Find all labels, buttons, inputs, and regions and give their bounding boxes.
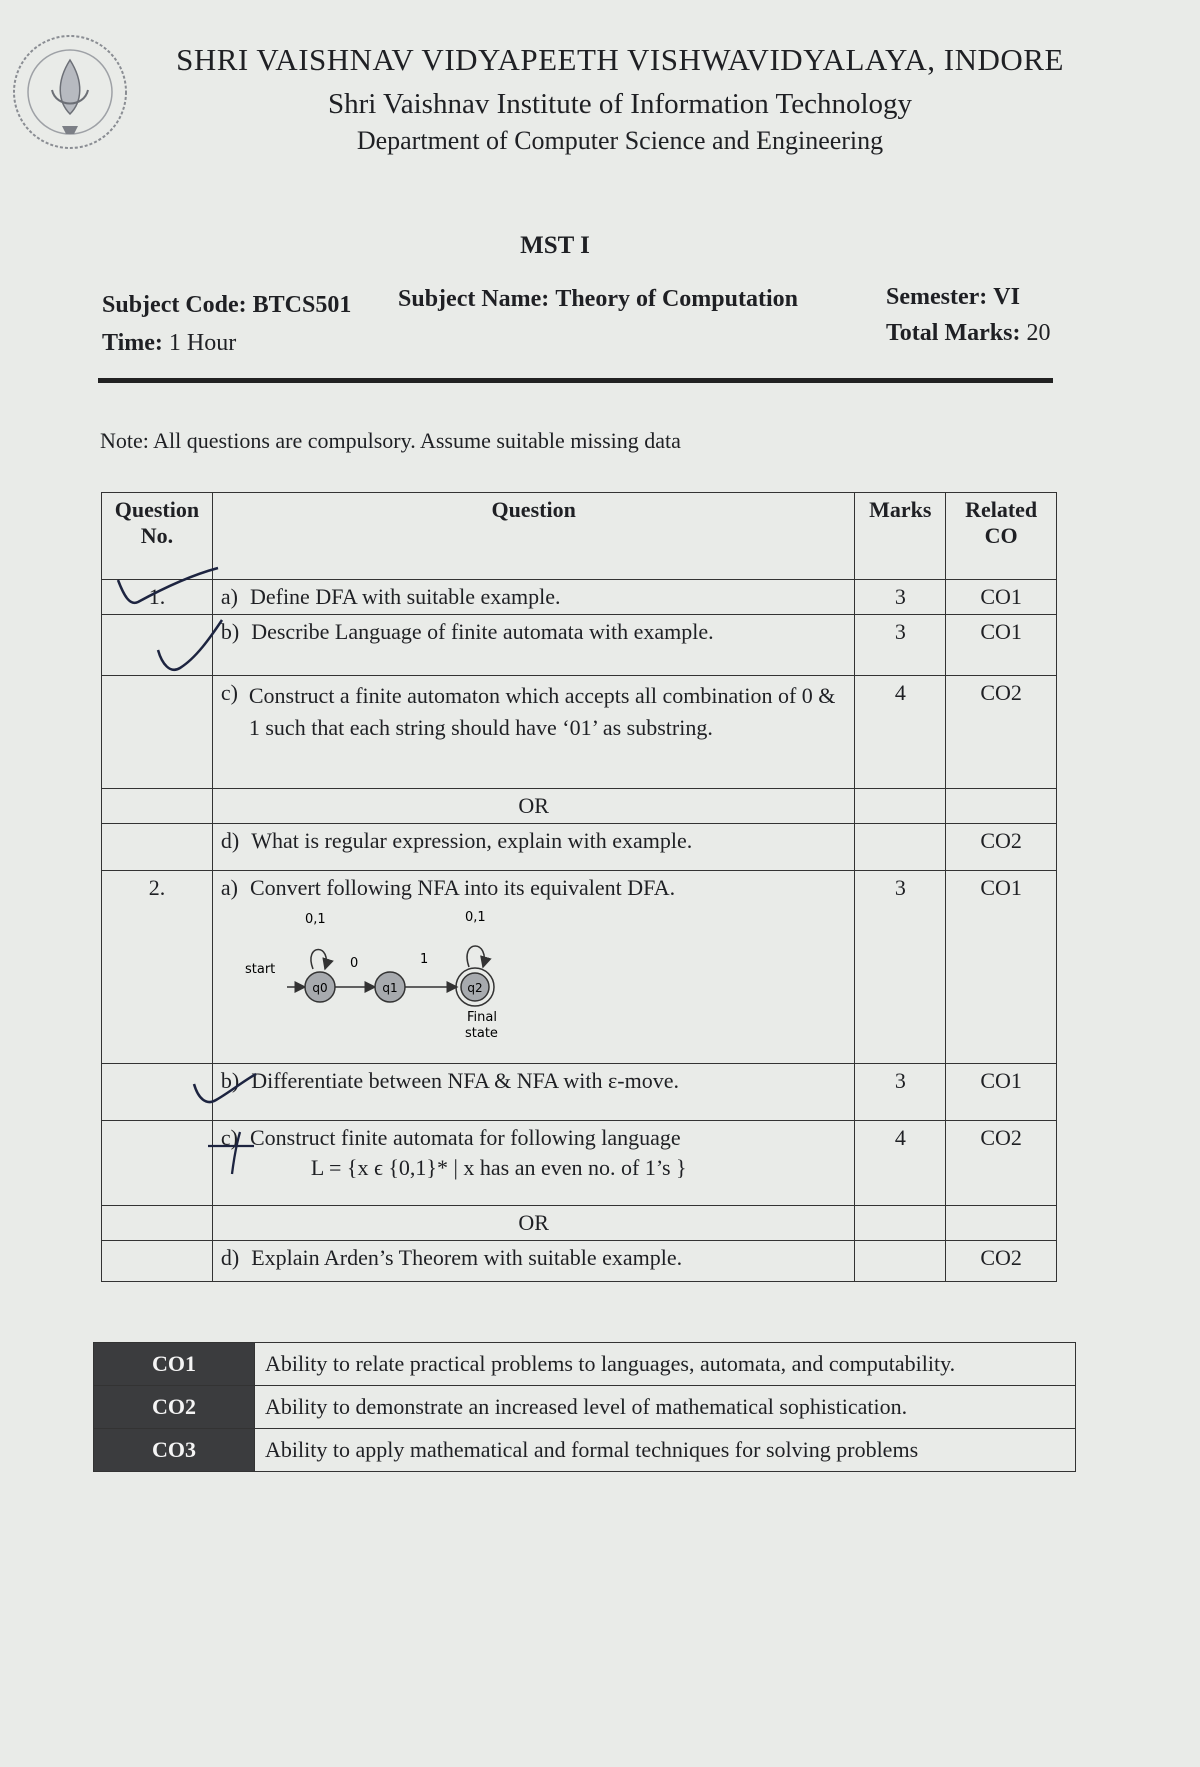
co-cell: CO2 (946, 1241, 1057, 1282)
table-row (94, 1386, 1076, 1429)
question-number: 1. (102, 580, 213, 615)
question-number: 2. (102, 871, 213, 1064)
marks-cell: 4 (855, 676, 946, 789)
table-row (94, 1429, 1076, 1472)
co-description: Ability to apply mathematical and formal techniques for solving problems (255, 1429, 1076, 1472)
nfa-loop-q2-label: 0,1 (464, 910, 486, 925)
marks-cell: 4 (855, 1121, 946, 1206)
table-row (102, 1241, 1057, 1282)
nfa-q2-self-loop (467, 946, 484, 967)
sub-label: d) (220, 828, 240, 853)
sub-label: b) (220, 1068, 240, 1093)
table-row (102, 1206, 1057, 1241)
sub-label: a) (220, 584, 238, 609)
question-number-empty (102, 1121, 213, 1206)
sub-label: b) (220, 619, 240, 644)
question-cell (212, 615, 855, 676)
nfa-final-label-1: Final (466, 1010, 497, 1025)
question-text: Describe Language of finite automata with example. (251, 619, 714, 644)
question-number-empty (102, 676, 213, 789)
co-cell: CO1 (946, 871, 1057, 1064)
col-marks: Marks (855, 493, 946, 580)
marks-cell: 3 (855, 1064, 946, 1121)
semester-label: Semester: (886, 284, 988, 310)
question-cell (212, 676, 855, 789)
question-cell (212, 1064, 855, 1121)
subject-name-value: Theory of Computation (555, 286, 798, 312)
table-row (102, 676, 1057, 789)
co-code: CO3 (94, 1429, 255, 1472)
question-number-empty (102, 824, 213, 871)
nfa-diagram (233, 901, 498, 1041)
question-text: Explain Arden’s Theorem with suitable example. (251, 1245, 683, 1270)
nfa-loop-q0-label: 0,1 (304, 912, 326, 927)
question-cell (212, 1121, 855, 1206)
table-row (102, 580, 1057, 615)
time-value: 1 Hour (168, 330, 237, 356)
col-question: Question (212, 493, 855, 580)
semester (886, 284, 1020, 311)
co-cell: CO2 (946, 1121, 1057, 1206)
total-marks (886, 320, 1050, 347)
question-text: Define DFA with suitable example. (249, 584, 561, 609)
nfa-start-label: start (244, 962, 276, 977)
table-row (102, 789, 1057, 824)
question-number-empty (102, 1206, 213, 1241)
subject-code-label: Subject Code: (102, 292, 247, 318)
co-cell: CO1 (946, 580, 1057, 615)
question-text: Convert following NFA into its equivalent DFA. (249, 875, 676, 900)
semester-value: VI (993, 284, 1020, 310)
subject-name-label: Subject Name: (398, 286, 550, 312)
marks-cell-empty (855, 1206, 946, 1241)
sub-label: c) (220, 680, 238, 705)
sub-label: d) (220, 1245, 240, 1270)
question-text: What is regular expression, explain with example. (251, 828, 693, 853)
co-code: CO2 (94, 1386, 255, 1429)
co-cell: CO2 (946, 676, 1057, 789)
marks-cell (855, 824, 946, 871)
marks-cell-empty (855, 789, 946, 824)
department-name: Department of Computer Science and Engineering (356, 126, 884, 155)
co-cell: CO1 (946, 1064, 1057, 1121)
table-header-row (102, 493, 1057, 580)
co-code: CO1 (94, 1343, 255, 1386)
marks-cell: 3 (855, 580, 946, 615)
exam-title: MST I (520, 232, 590, 259)
col-related-co: Related CO (946, 493, 1057, 580)
question-cell (212, 1241, 855, 1282)
co-description: Ability to relate practical problems to languages, automata, and computability. (255, 1343, 1076, 1386)
question-cell (212, 580, 855, 615)
exam-note: Note: All questions are compulsory. Assume suitable missing data (100, 428, 681, 453)
question-text: Construct finite automata for following language (249, 1125, 681, 1150)
sub-label: a) (220, 875, 238, 900)
handwritten-check-mark-icon (190, 1072, 260, 1112)
language-definition: L = {x ϵ {0,1}* | x has an even no. of 1’s } (310, 1155, 687, 1180)
nfa-state-q2-label: q2 (467, 981, 483, 995)
nfa-final-label-2: state (464, 1026, 498, 1041)
marks-cell: 3 (855, 871, 946, 1064)
handwritten-strike-mark-icon (206, 1128, 256, 1178)
course-outcomes-table (93, 1342, 1076, 1472)
marks-cell (855, 1241, 946, 1282)
table-row (102, 824, 1057, 871)
marks-cell: 3 (855, 615, 946, 676)
nfa-state-q0-label: q0 (312, 981, 328, 995)
institute-name: Shri Vaishnav Institute of Information Technology (327, 88, 913, 120)
subject-code (102, 292, 351, 319)
question-cell (212, 824, 855, 871)
sub-label: c) (220, 1125, 238, 1150)
nfa-edge-q0-q1-label: 0 (349, 956, 359, 971)
university-name: SHRI VAISHNAV VIDYAPEETH VISHWAVIDYALAYA, INDORE (176, 42, 1064, 77)
total-marks-value: 20 (1026, 320, 1051, 346)
or-separator: OR (212, 1206, 855, 1241)
question-text: Construct a finite automaton which accepts all combination of 0 & 1 such that each string should have ‘01’ as substring. (248, 683, 836, 740)
nfa-q0-self-loop (311, 950, 326, 970)
table-row (102, 615, 1057, 676)
co-cell: CO1 (946, 615, 1057, 676)
subject-code-value: BTCS501 (252, 292, 352, 318)
nfa-edge-q1-q2-label: 1 (419, 952, 429, 967)
co-cell: CO2 (946, 824, 1057, 871)
handwritten-check-mark-icon (156, 616, 226, 676)
university-logo-seal (8, 30, 132, 154)
subject-name (398, 286, 798, 313)
question-cell (212, 871, 855, 1064)
nfa-state-q1-label: q1 (382, 981, 398, 995)
time (102, 330, 236, 357)
question-number-empty (102, 1241, 213, 1282)
table-row (102, 871, 1057, 1064)
question-text: Differentiate between NFA & NFA with ε-move. (251, 1068, 679, 1093)
time-label: Time: (102, 330, 163, 356)
table-row (94, 1343, 1076, 1386)
col-question-no: Question No. (102, 493, 213, 580)
question-number-empty (102, 789, 213, 824)
co-cell-empty (946, 789, 1057, 824)
handwritten-check-mark-icon (114, 566, 224, 616)
header-divider (98, 378, 1053, 383)
co-description: Ability to demonstrate an increased level of mathematical sophistication. (255, 1386, 1076, 1429)
or-separator: OR (212, 789, 855, 824)
co-cell-empty (946, 1206, 1057, 1241)
total-marks-label: Total Marks: (886, 320, 1021, 346)
